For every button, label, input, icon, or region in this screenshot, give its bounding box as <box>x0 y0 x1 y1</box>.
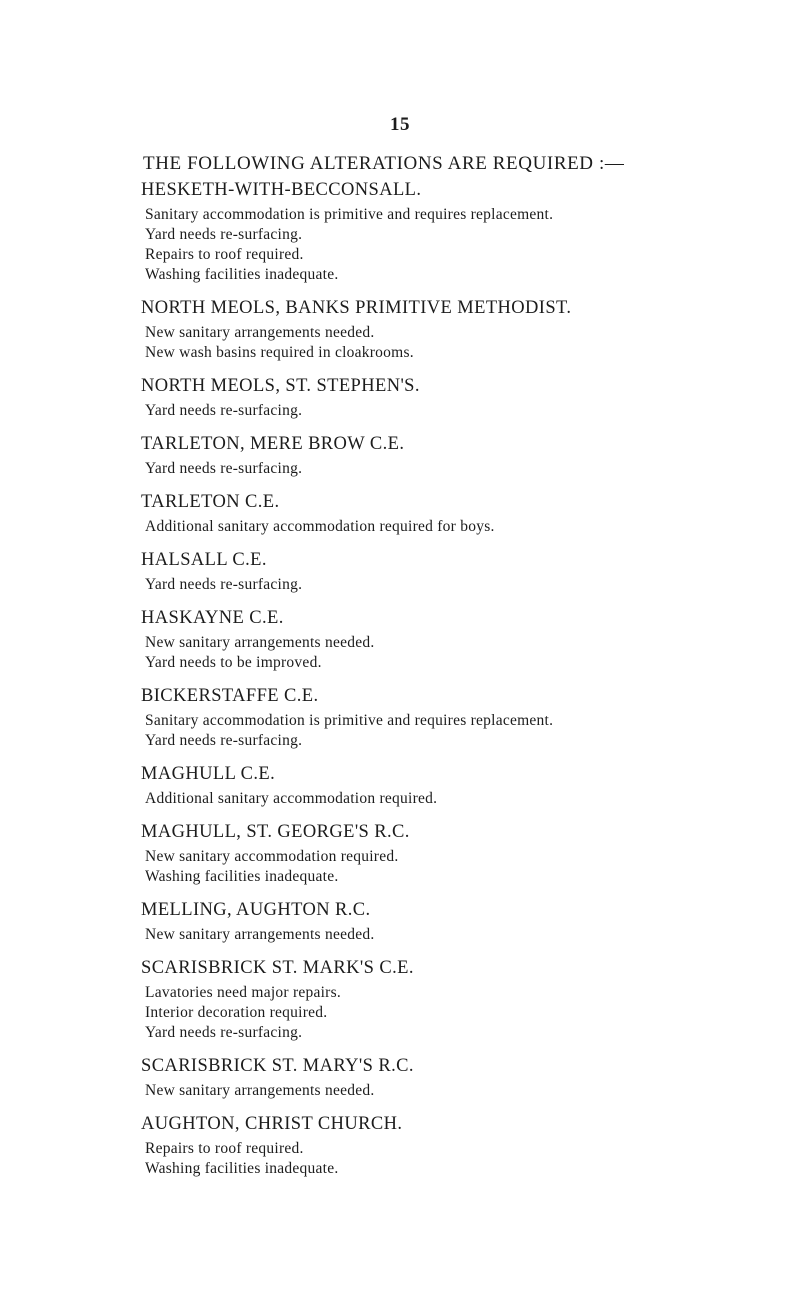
school-section <box>141 178 761 285</box>
school-alterations-list <box>141 178 761 1190</box>
alteration-item: Yard needs re-surfacing. <box>145 402 303 419</box>
school-name: HALSALL C.E. <box>141 550 267 570</box>
alteration-item: Washing facilities inadequate. <box>145 1160 339 1177</box>
school-name: TARLETON C.E. <box>141 492 280 512</box>
school-name: NORTH MEOLS, ST. STEPHEN'S. <box>141 376 420 396</box>
school-name: HASKAYNE C.E. <box>141 608 284 628</box>
school-section <box>141 432 761 479</box>
school-section <box>141 684 761 751</box>
school-section <box>141 548 761 595</box>
school-section <box>141 490 761 537</box>
school-name: AUGHTON, CHRIST CHURCH. <box>141 1114 403 1134</box>
school-name: MAGHULL C.E. <box>141 764 276 784</box>
school-name: MELLING, AUGHTON R.C. <box>141 900 371 920</box>
alteration-item: Yard needs re-surfacing. <box>145 576 303 593</box>
school-name: HESKETH-WITH-BECCONSALL. <box>141 180 422 200</box>
alteration-item: New wash basins required in cloakrooms. <box>145 344 414 361</box>
school-name: MAGHULL, ST. GEORGE'S R.C. <box>141 822 410 842</box>
page-heading: THE FOLLOWING ALTERATIONS ARE REQUIRED :— <box>143 153 625 174</box>
alteration-item: Interior decoration required. <box>145 1004 328 1021</box>
alteration-item: New sanitary arrangements needed. <box>145 324 375 341</box>
alteration-item: Sanitary accommodation is primitive and requires replacement. <box>145 206 554 223</box>
school-name: SCARISBRICK ST. MARK'S C.E. <box>141 958 414 978</box>
school-section <box>141 606 761 673</box>
school-section <box>141 1054 761 1101</box>
alteration-item: Washing facilities inadequate. <box>145 868 339 885</box>
alteration-item: Additional sanitary accommodation required. <box>145 790 438 807</box>
school-name: BICKERSTAFFE C.E. <box>141 686 319 706</box>
school-section <box>141 374 761 421</box>
alteration-item: New sanitary arrangements needed. <box>145 926 375 943</box>
alteration-item: Repairs to roof required. <box>145 1140 304 1157</box>
alteration-item: Sanitary accommodation is primitive and requires replacement. <box>145 712 554 729</box>
alteration-item: Repairs to roof required. <box>145 246 304 263</box>
alteration-item: Yard needs re-surfacing. <box>145 1024 303 1041</box>
school-section <box>141 762 761 809</box>
alteration-item: New sanitary arrangements needed. <box>145 634 375 651</box>
alteration-item: Additional sanitary accommodation required for boys. <box>145 518 495 535</box>
alteration-item: Yard needs re-surfacing. <box>145 460 303 477</box>
page-number: 15 <box>390 114 410 135</box>
school-name: NORTH MEOLS, BANKS PRIMITIVE METHODIST. <box>141 298 572 318</box>
alteration-item: Yard needs re-surfacing. <box>145 226 303 243</box>
school-section <box>141 1112 761 1179</box>
school-section <box>141 296 761 363</box>
school-section <box>141 956 761 1043</box>
school-section <box>141 898 761 945</box>
alteration-item: New sanitary arrangements needed. <box>145 1082 375 1099</box>
alteration-item: New sanitary accommodation required. <box>145 848 399 865</box>
alteration-item: Yard needs to be improved. <box>145 654 322 671</box>
alteration-item: Yard needs re-surfacing. <box>145 732 303 749</box>
alteration-item: Lavatories need major repairs. <box>145 984 341 1001</box>
school-name: TARLETON, MERE BROW C.E. <box>141 434 405 454</box>
school-section <box>141 820 761 887</box>
alteration-item: Washing facilities inadequate. <box>145 266 339 283</box>
school-name: SCARISBRICK ST. MARY'S R.C. <box>141 1056 414 1076</box>
